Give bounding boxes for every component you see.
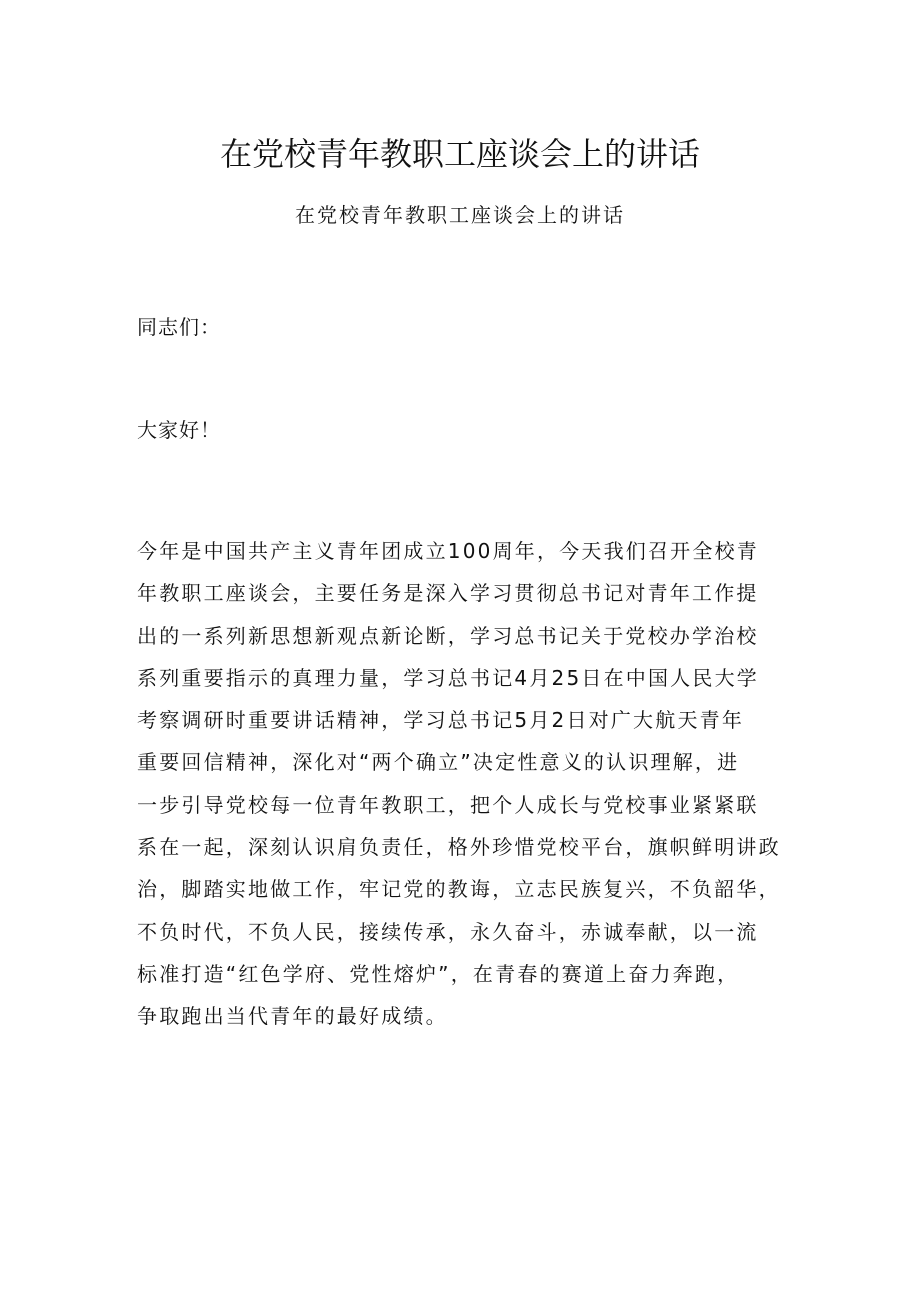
- paragraph-line: 不负时代，不负人民，接续传承，永久奋斗，赤诚奉献，以一流: [137, 919, 759, 944]
- paragraph-line: 考察调研时重要讲话精神，学习总书记5月2日对广大航天青年: [137, 708, 745, 733]
- paragraph-line: 系在一起，深刻认识肩负责任，格外珍惜党校平台，旗帜鲜明讲政: [137, 835, 781, 860]
- paragraph-line: 年教职工座谈会，主要任务是深入学习贯彻总书记对青年工作提: [137, 581, 759, 606]
- paragraph-line: 治，脚踏实地做工作，牢记党的教诲，立志民族复兴，不负韶华，: [137, 877, 781, 902]
- paragraph-line: 争取跑出当代青年的最好成绩。: [137, 1004, 448, 1029]
- paragraph-line: 重要回信精神，深化对“两个确立”决定性意义的认识理解，进: [137, 750, 740, 775]
- body-paragraph: [137, 530, 797, 1038]
- paragraph-line: 标准打造“红色学府、党性熔炉”，在青春的赛道上奋力奔跑，: [137, 961, 740, 986]
- document-subtitle: 在党校青年教职工座谈会上的讲话: [295, 203, 625, 227]
- paragraph-line: 出的一系列新思想新观点新论断，学习总书记关于党校办学治校: [137, 623, 759, 648]
- paragraph-line: 今年是中国共产主义青年团成立100周年，今天我们召开全校青: [137, 539, 759, 563]
- document-title: 在党校青年教职工座谈会上的讲话: [219, 135, 700, 173]
- paragraph-line: 一步引导党校每一位青年教职工，把个人成长与党校事业紧紧联: [137, 792, 759, 817]
- greeting: 大家好！: [137, 418, 221, 442]
- salutation: 同志们：: [137, 315, 221, 339]
- paragraph-line: 系列重要指示的真理力量，学习总书记4月25日在中国人民大学: [137, 665, 759, 690]
